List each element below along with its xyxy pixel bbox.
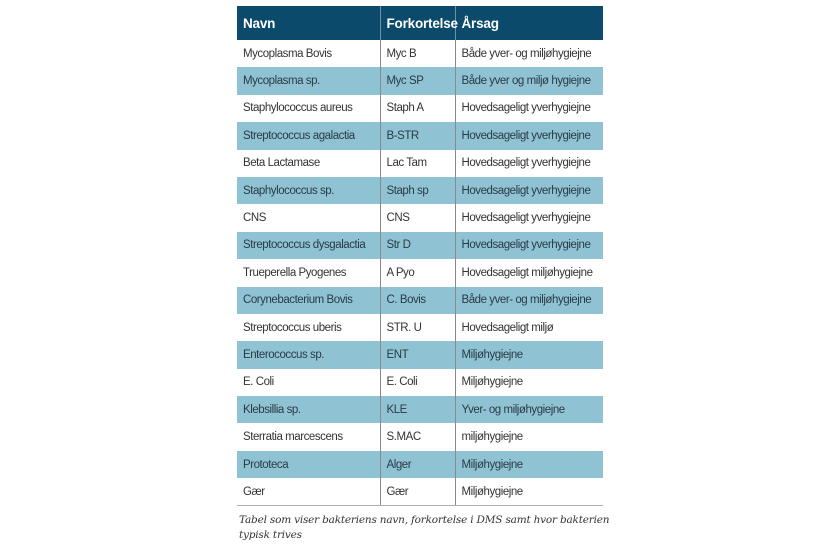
cell-arsag: Både yver og miljø hygiejne: [455, 67, 603, 94]
table-row: [237, 177, 603, 204]
cell-arsag: Miljøhygiejne: [455, 369, 603, 396]
cell-navn: Enterococcus sp.: [237, 341, 380, 368]
cell-arsag: Miljøhygiejne: [455, 341, 603, 368]
table-row: [237, 122, 603, 149]
table-row: [237, 204, 603, 231]
header-forkortelse: Forkortelse: [380, 6, 455, 40]
cell-navn: Mycoplasma sp.: [237, 67, 380, 94]
table-row: [237, 287, 603, 314]
cell-forkortelse: Lac Tam: [380, 150, 455, 177]
cell-arsag: Både yver- og miljøhygiejne: [455, 287, 603, 314]
cell-arsag: Hovedsageligt yverhygiejne: [455, 122, 603, 149]
cell-arsag: Hovedsageligt yverhygiejne: [455, 150, 603, 177]
table-row: [237, 259, 603, 286]
cell-navn: Gær: [237, 478, 380, 505]
cell-navn: Sterratia marcescens: [237, 423, 380, 450]
table-row: [237, 396, 603, 423]
cell-navn: Klebsillia sp.: [237, 396, 380, 423]
cell-navn: Staphylococcus sp.: [237, 177, 380, 204]
cell-forkortelse: Gær: [380, 478, 455, 505]
bacteria-table-container: [237, 6, 603, 506]
cell-arsag: Hovedsageligt miljøhygiejne: [455, 259, 603, 286]
cell-arsag: Miljøhygiejne: [455, 451, 603, 478]
table-row: [237, 314, 603, 341]
cell-arsag: Miljøhygiejne: [455, 478, 603, 505]
cell-navn: Streptococcus dysgalactia: [237, 232, 380, 259]
cell-navn: Mycoplasma Bovis: [237, 40, 380, 67]
table-row: [237, 150, 603, 177]
cell-arsag: Hovedsageligt yverhygiejne: [455, 177, 603, 204]
cell-forkortelse: KLE: [380, 396, 455, 423]
cell-forkortelse: S.MAC: [380, 423, 455, 450]
table-caption: Tabel som viser bakteriens navn, forkortelse i DMS samt hvor bakterien typisk trives: [239, 514, 610, 541]
cell-arsag: Hovedsageligt yverhygiejne: [455, 95, 603, 122]
table-header-row: [237, 6, 603, 40]
table-row: [237, 95, 603, 122]
table-row: [237, 232, 603, 259]
cell-navn: CNS: [237, 204, 380, 231]
cell-forkortelse: CNS: [380, 204, 455, 231]
cell-forkortelse: A Pyo: [380, 259, 455, 286]
table-row: [237, 341, 603, 368]
table-body: [237, 40, 603, 506]
cell-navn: Prototeca: [237, 451, 380, 478]
cell-forkortelse: Alger: [380, 451, 455, 478]
cell-forkortelse: Myc SP: [380, 67, 455, 94]
bacteria-table: [237, 6, 603, 506]
cell-arsag: Yver- og miljøhygiejne: [455, 396, 603, 423]
cell-arsag: miljøhygiejne: [455, 423, 603, 450]
cell-forkortelse: Staph sp: [380, 177, 455, 204]
header-arsag: Årsag: [455, 6, 603, 40]
cell-navn: Streptococcus agalactia: [237, 122, 380, 149]
table-row: [237, 369, 603, 396]
cell-forkortelse: Str D: [380, 232, 455, 259]
table-row: [237, 67, 603, 94]
table-row: [237, 423, 603, 450]
cell-forkortelse: C. Bovis: [380, 287, 455, 314]
table-row: [237, 451, 603, 478]
cell-navn: Trueperella Pyogenes: [237, 259, 380, 286]
cell-navn: Beta Lactamase: [237, 150, 380, 177]
header-navn: Navn: [237, 6, 380, 40]
cell-arsag: Hovedsageligt yverhygiejne: [455, 232, 603, 259]
cell-forkortelse: E. Coli: [380, 369, 455, 396]
cell-navn: Corynebacterium Bovis: [237, 287, 380, 314]
cell-arsag: Både yver- og miljøhygiejne: [455, 40, 603, 67]
cell-arsag: Hovedsageligt miljø: [455, 314, 603, 341]
cell-forkortelse: Staph A: [380, 95, 455, 122]
cell-navn: E. Coli: [237, 369, 380, 396]
table-row: [237, 40, 603, 67]
cell-forkortelse: ENT: [380, 341, 455, 368]
cell-forkortelse: B-STR: [380, 122, 455, 149]
cell-forkortelse: STR. U: [380, 314, 455, 341]
cell-navn: Staphylococcus aureus: [237, 95, 380, 122]
cell-forkortelse: Myc B: [380, 40, 455, 67]
cell-arsag: Hovedsageligt yverhygiejne: [455, 204, 603, 231]
table-row: [237, 478, 603, 505]
cell-navn: Streptococcus uberis: [237, 314, 380, 341]
